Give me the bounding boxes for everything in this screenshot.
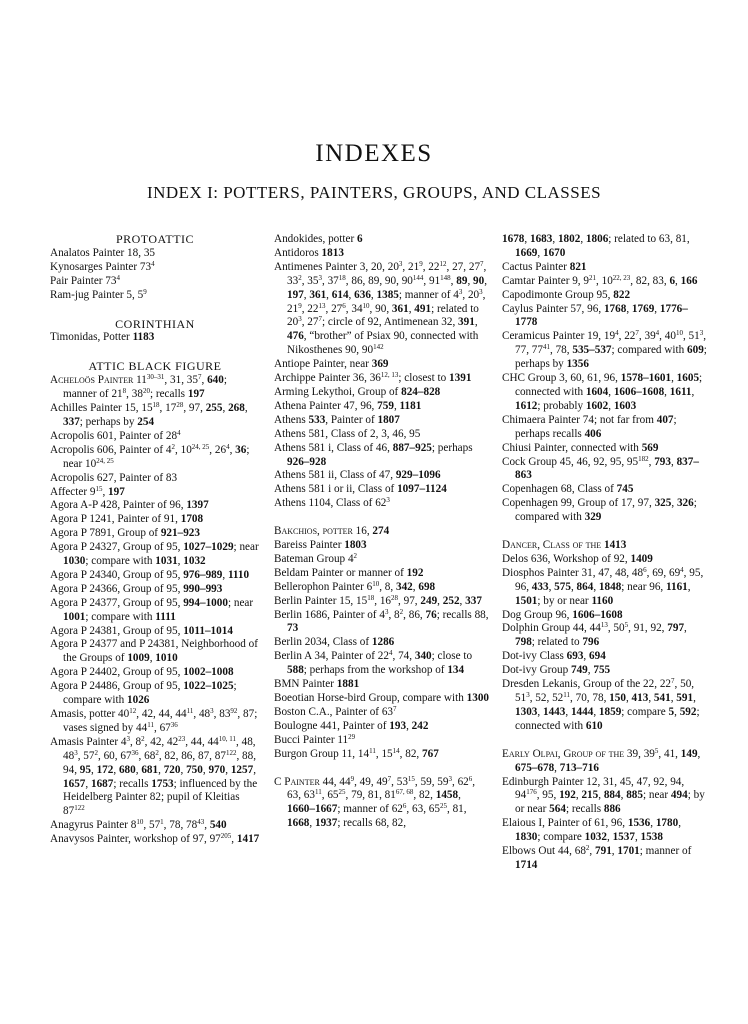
index-entry: Athens 581, Class of 2, 3, 46, 95: [274, 427, 421, 440]
index-entry: Elaious I, Painter of 61, 96, 1536, 1780, 1830; compare 1032, 1537, 1538: [502, 817, 681, 844]
index-entry: Ram-jug Painter 5, $5^9$: [50, 287, 147, 301]
page-title: INDEXES: [315, 140, 433, 167]
section-heading: CORINTHIAN: [115, 316, 195, 331]
index-entry: Berlin 1686, Painter of $4^3$, $8^2$, 86, 76; recalls 88, 73: [274, 607, 489, 635]
index-entry: 1678, 1683, 1802, 1806; related to 63, 81, 1669, 1670: [502, 233, 690, 259]
index-entry: Cock Group 45, 46, 92, 95, $95^{182}$, 793, 837–863: [502, 454, 699, 482]
index-entry: Athens 1104, Class of $62^3$: [274, 496, 390, 510]
index-entry: Beldam Painter or manner of 192: [274, 566, 424, 579]
index-entry: Anavysos Painter, workshop of 97, $97^{205}$, 1417: [50, 832, 260, 846]
index-entry: Dot-ivy Class 693, 694: [502, 650, 606, 663]
index-entry: Amasis, potter $40^{12}$, 42, 44, $44^{11}$, $48^3$, $83^{92}$, 87; vases signed by $44^{11}$, $67^{36}$: [50, 707, 258, 734]
index-entry: Acropolis 627, Painter of 83: [50, 471, 178, 484]
index-entry: Athens 581 ii, Class of 47, 929–1096: [274, 469, 441, 482]
index-entry: Copenhagen 68, Class of 745: [502, 483, 634, 496]
index-entry: Berlin 2034, Class of 1286: [274, 636, 395, 649]
index-entry: Berlin A 34, Painter of $22^4$, 74, 340; close to 588; perhaps from the workshop of 134: [274, 649, 473, 677]
index-entry: BMN Painter 1881: [274, 678, 360, 691]
index-entry: Boston C.A., Painter of $63^7$: [274, 704, 397, 718]
index-entry: Berlin Painter 15, $15^{18}$, $16^{28}$, 97, 249, 252, 337: [274, 593, 482, 607]
index-entry: Pair Painter $73^4$: [50, 273, 120, 287]
index-entry: Antidoros 1813: [274, 246, 344, 259]
index-entry: Bateman Group $4^2$: [274, 551, 358, 565]
index-entry: Caylus Painter 57, 96, 1768, 1769, 1776–1778: [502, 302, 688, 329]
index-entry: Andokides, potter 6: [274, 233, 363, 245]
index-entry: Dresden Lekanis, Group of the 22, $22^7$, 50, $51^3$, 52, $52^{11}$, 70, 78, 150, 413, 541, 591, 1303, 1443, 1444, 1859; compare 5, 592; connected with 610: [502, 677, 700, 732]
index-column-2: [274, 233, 489, 831]
index-column-3: [502, 233, 707, 873]
index-entry: Agora P 24377 and P 24381, Neighborhood of the Groups of 1009, 1010: [50, 638, 258, 665]
index-entry: Acropolis 606, Painter of $4^2$, 10$^{24, 25}$, $26^4$, 36; near 10$^{24, 25}$: [50, 442, 250, 470]
index-entry: Athens 581 i, Class of 46, 887–925; perhaps 926–928: [274, 441, 473, 468]
index-entry: Agora P 24377, Group of 95, 994–1000; near 1001; compare with 1111: [50, 596, 254, 623]
index-entry: Acheloös Painter 11$^{30-31}$, 31, $35^7$, 640; manner of $21^8$, $38^{20}$; recalls 197: [50, 373, 227, 401]
index-entry: Amasis Painter $4^3$, $8^2$, 42, $42^{23}$, 44, 44$^{10, 11}$, 48, $48^3$, $57^2$, 60, $67^{36}$, $68^2$, 82, 86, 87, $87^{122}$, 88, 94, 95, 172, 680, 681, 720, 750, 970, 1257, 1657, 1687; recalls 1753; influenced by the Heidelberg Painter 82; pupil of Kleitias $87^{122}$: [50, 734, 258, 818]
index-entry: Ceramicus Painter 19, $19^4$, $22^7$, $39^4$, $40^{10}$, $51^3$, 77, $77^{41}$, 78, 535–537; compared with 609; perhaps by 1356: [502, 329, 707, 371]
section-heading: ATTIC BLACK FIGURE: [88, 359, 222, 374]
index-entry: Bellerophon Painter $6^{10}$, 8, 342, 698: [274, 579, 436, 593]
index-entry: CHC Group 3, 60, 61, 96, 1578–1601, 1605; connected with 1604, 1606–1608, 1611, 1612; probably 1602, 1603: [502, 372, 703, 412]
index-entry: Analatos Painter 18, 35: [50, 246, 156, 259]
index-entry: Boulogne 441, Painter of 193, 242: [274, 719, 429, 732]
index-entry: Antiope Painter, near 369: [274, 358, 389, 371]
index-entry: Delos 636, Workshop of 92, 1409: [502, 552, 653, 565]
index-entry: Timonidas, Potter 1183: [50, 331, 155, 344]
index-entry: Early Olpai, Group of the 39, $39^5$, 41, 149, 675–678, 713–716: [502, 746, 701, 774]
index-entry: Agora P 7891, Group of 921–923: [50, 527, 200, 540]
index-entry: Antimenes Painter 3, 20, $20^3$, $21^9$, $22^{12}$, 27, $27^7$, $33^2$, $35^3$, $37^{18}$, 86, 89, 90, $90^{144}$, $91^{148}$, 89, 90, 197, 361, 614, 636, 1385; manner of $4^3$, $20^3$, $21^9$, $22^{13}$, $27^6$, $34^{10}$, 90, 361, 491; related to $20^3$, $27^7$; circle of 92, Antimenean 32, 391, 476, “brother” of Psiax 90, connected with Nikosthenes 90, $90^{142}$: [274, 259, 488, 357]
index-entry: Capodimonte Group 95, 822: [502, 288, 631, 301]
index-entry: Edinburgh Painter 12, 31, 45, 47, 92, 94, $94^{176}$, 95, 192, 215, 884, 885; near 494; by or near 564; recalls 886: [502, 775, 705, 816]
index-entry: Bareiss Painter 1803: [274, 539, 367, 552]
index-entry: Agora P 24340, Group of 95, 976–989, 1110: [50, 568, 250, 581]
index-entry: Chimaera Painter 74; not far from 407; perhaps recalls 406: [502, 413, 677, 440]
index-entry: Agora P 24486, Group of 95, 1022–1025; compare with 1026: [50, 680, 237, 707]
index-entry: Athena Painter 47, 96, 759, 1181: [274, 399, 422, 412]
index-entry: Dancer, Class of the 1413: [502, 539, 627, 552]
index-entry: Diosphos Painter 31, 47, 48, $48^6$, 69, $69^4$, 95, 96, 433, 575, 864, 1848; near 96, 1161, 1501; by or near 1160: [502, 565, 704, 607]
index-entry: Agora A-P 428, Painter of 96, 1397: [50, 499, 209, 512]
index-entry: Affecter $9^{15}$, 197: [50, 484, 125, 498]
index-entry: Acropolis 601, Painter of $28^4$: [50, 428, 181, 442]
index-entry: Elbows Out 44, $68^2$, 791, 1701; manner of 1714: [502, 844, 692, 871]
index-entry: Bucci Painter $11^{29}$: [274, 732, 356, 746]
index-entry: Copenhagen 99, Group of 17, 97, 325, 326; compared with 329: [502, 497, 697, 524]
index-entry: Dot-ivy Group 749, 755: [502, 664, 611, 677]
section-heading: PROTOATTIC: [115, 232, 195, 246]
index-entry: Agora P 1241, Painter of 91, 1708: [50, 513, 204, 526]
index-entry: Chiusi Painter, connected with 569: [502, 441, 659, 454]
index-entry: Bakchios, potter 16, 274: [274, 525, 390, 538]
index-entry: Agora P 24381, Group of 95, 1011–1014: [50, 624, 233, 637]
index-entry: Athens 581 i or ii, Class of 1097–1124: [274, 483, 447, 496]
index-entry: Arming Lekythoi, Group of 824–828: [274, 385, 441, 398]
index-entry: Dolphin Group 44, $44^{13}$, $50^5$, 91, 92, 797, 798; related to 796: [502, 621, 687, 649]
index-entry: Agora P 24402, Group of 95, 1002–1008: [50, 666, 234, 679]
index-entry: Camtar Painter 9, $9^{21}$, 10$^{22, 23}$, 82, 83, 6, 166: [502, 273, 698, 287]
index-entry: Archippe Painter 36, 36$^{12, 13}$; closest to 1391: [274, 371, 472, 385]
index-column-1: [50, 233, 260, 847]
index-entry: Anagyrus Painter $8^{10}$, $57^1$, 78, $78^{43}$, 540: [50, 818, 227, 832]
index-entry: Cactus Painter 821: [502, 260, 587, 273]
index-entry: Kynosarges Painter $73^4$: [50, 259, 155, 273]
index-entry: Athens 533, Painter of 1807: [274, 413, 400, 426]
index-entry: C Painter 44, $44^9$, 49, $49^7$, $53^{15}$, 59, $59^3$, $62^6$, 63, $63^{11}$, $65^{25}$, 79, 81, 81$^{67, 68}$, 82, 1458, 1660–1667; manner of $62^6$, 63, $65^{25}$, 81, 1668, 1937; recalls 68, 82,: [274, 774, 476, 830]
page-subtitle: INDEX I: POTTERS, PAINTERS, GROUPS, AND CLASSES: [146, 183, 602, 202]
index-entry: Dog Group 96, 1606–1608: [502, 608, 623, 621]
index-entry: Achilles Painter 15, $15^{18}$, $17^{28}$, 97, 255, 268, 337; perhaps by 254: [50, 401, 248, 428]
index-entry: Burgon Group 11, $14^{11}$, $15^{14}$, 82, 767: [274, 746, 439, 760]
index-entry: Agora P 24366, Group of 95, 990–993: [50, 582, 223, 595]
index-entry: Agora P 24327, Group of 95, 1027–1029; near 1030; compare with 1031, 1032: [50, 541, 259, 568]
index-entry: Boeotian Horse-bird Group, compare with 1300: [274, 692, 489, 704]
